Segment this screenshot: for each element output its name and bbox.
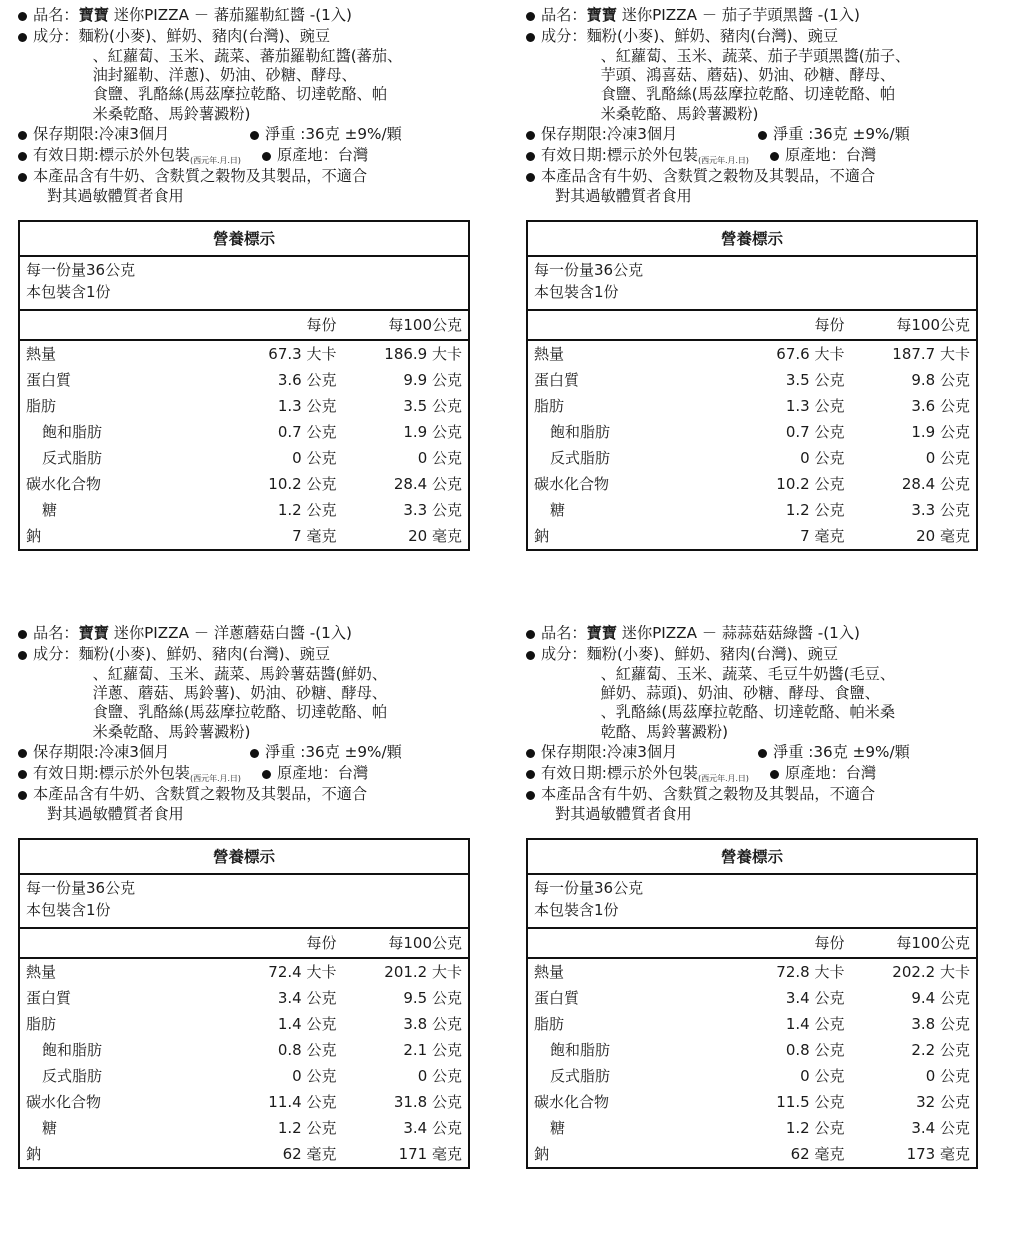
nutrient-per-100g: 3.4 公克 (911, 1119, 970, 1138)
ingredients-row (18, 27, 498, 125)
nutrition-row (527, 985, 977, 1011)
nutrient-per-serving: 10.2 公克 (268, 475, 337, 494)
ingredients-row (526, 645, 1018, 743)
expiry-format-note: (西元年.月.日) (698, 155, 749, 166)
nutrition-row (527, 497, 977, 523)
ingredients-line-3: 芋頭、鴻喜菇、蘑菇)、奶油、砂糖、酵母、 (600, 65, 896, 84)
allergen-line-2: 對其過敏體質者食用 (555, 804, 692, 823)
nutrient-per-100g: 173 毫克 (906, 1145, 970, 1164)
nutrition-column-header-row (19, 928, 469, 958)
serving-size: 每一份量36公克 (26, 879, 136, 898)
nutrient-per-serving: 0.7 公克 (785, 423, 845, 442)
ingredients-value (79, 645, 498, 743)
bullet-icon (770, 152, 779, 161)
column-header-per-serving: 每份 (216, 310, 353, 340)
column-header-per-100g: 每100公克 (352, 928, 469, 958)
nutrient-per-serving: 0 公克 (292, 449, 337, 468)
nutrient-per-serving: 1.4 公克 (277, 1015, 337, 1034)
serving-info-row (19, 256, 469, 310)
nutrition-title-row (527, 839, 977, 874)
nutrient-per-serving: 3.6 公克 (277, 371, 337, 390)
nutrient-per-100g: 1.9 公克 (403, 423, 462, 442)
nutrient-per-100g: 0 公克 (417, 449, 462, 468)
nutrition-row (19, 1115, 469, 1141)
nutrition-row (527, 1011, 977, 1037)
nutrient-name: 鈉 (534, 527, 550, 546)
allergen-line-1: 本產品含有牛奶、含麩質之穀物及其製品，不適合 (541, 166, 876, 185)
nutrient-per-100g: 3.3 公克 (911, 501, 970, 520)
shelf-life-label-value: 保存期限:冷凍3個月 (541, 125, 678, 144)
nutrition-row (19, 1037, 469, 1063)
ingredients-line-5: 米桑乾酪、馬鈴薯澱粉) (600, 104, 759, 123)
bullet-icon (526, 770, 535, 779)
serving-size: 每一份量36公克 (534, 261, 644, 280)
nutrition-facts-table (18, 220, 470, 551)
nutrient-name: 熱量 (26, 963, 57, 982)
allergen-line-1: 本產品含有牛奶、含麩質之穀物及其製品，不適合 (541, 784, 876, 803)
servings-per-package: 本包裝含1份 (534, 901, 619, 920)
net-weight-label-value: 淨重 :36克 ±9%/顆 (773, 125, 910, 144)
nutrition-row (527, 1141, 977, 1168)
expiry-and-origin-row (526, 146, 1018, 166)
nutrient-per-serving: 67.3 大卡 (268, 345, 337, 364)
ingredients-row (18, 645, 498, 743)
product-label-panel-tomato-basil (0, 0, 512, 618)
nutrient-per-100g: 201.2 大卡 (384, 963, 462, 982)
shelf-life-label-value: 保存期限:冷凍3個月 (541, 743, 678, 762)
nutrition-row (19, 445, 469, 471)
nutrient-per-100g: 3.8 公克 (403, 1015, 462, 1034)
product-name-row (18, 624, 498, 644)
bullet-icon (526, 173, 535, 182)
nutrition-title: 營養標示 (527, 839, 977, 874)
shelf-life-label-value: 保存期限:冷凍3個月 (33, 125, 170, 144)
nutrient-per-100g: 186.9 大卡 (384, 345, 462, 364)
bullet-icon (526, 131, 535, 140)
ingredients-line-1: 麵粉(小麥)、鮮奶、豬肉(台灣)、豌豆 (586, 26, 839, 45)
nutrient-per-100g: 3.3 公克 (403, 501, 462, 520)
nutrient-name: 反式脂肪 (42, 449, 103, 468)
bullet-icon (18, 131, 27, 140)
nutrient-per-serving: 62 毫克 (790, 1145, 845, 1164)
bullet-icon (18, 749, 27, 758)
ingredients-value (587, 645, 1018, 743)
nutrient-name: 碳水化合物 (26, 475, 102, 494)
net-weight-label-value: 淨重 :36克 ±9%/顆 (773, 743, 910, 762)
nutrient-per-serving: 0.8 公克 (785, 1041, 845, 1060)
nutrient-name: 脂肪 (534, 397, 565, 416)
nutrient-name: 熱量 (534, 963, 565, 982)
nutrition-column-header-row (527, 310, 977, 340)
column-header-blank (527, 928, 724, 958)
nutrient-per-100g: 3.5 公克 (403, 397, 462, 416)
nutrient-per-serving: 72.4 大卡 (268, 963, 337, 982)
origin-label-value: 原產地：台灣 (785, 764, 877, 783)
nutrition-row (527, 340, 977, 367)
bullet-icon (18, 651, 27, 660)
nutrient-name: 反式脂肪 (550, 449, 611, 468)
product-name-value: 寶寶 迷你PIZZA － 茄子芋頭黑醬 -(1入) (586, 6, 860, 24)
nutrition-row (527, 958, 977, 985)
nutrient-name: 碳水化合物 (534, 475, 610, 494)
ingredients-label: 成分： (541, 644, 587, 663)
nutrient-per-100g: 20 毫克 (916, 527, 970, 546)
bullet-icon (262, 152, 271, 161)
product-info-block (526, 624, 1018, 824)
nutrition-row (19, 1063, 469, 1089)
nutrition-title-row (19, 839, 469, 874)
nutrient-per-serving: 11.4 公克 (268, 1093, 337, 1112)
product-info-block (526, 6, 1018, 206)
ingredients-line-5: 米桑乾酪、馬鈴薯澱粉) (92, 722, 251, 741)
nutrient-name: 熱量 (534, 345, 565, 364)
bullet-icon (18, 630, 27, 639)
ingredients-line-2: 、紅蘿蔔、玉米、蔬菜、茄子芋頭黑醬(茄子、 (600, 46, 911, 65)
nutrition-row (19, 1141, 469, 1168)
column-header-per-100g: 每100公克 (860, 928, 977, 958)
ingredients-line-4: 食鹽、乳酪絲(馬茲摩拉乾酪、切達乾酪、帕 (600, 85, 896, 104)
nutrient-name: 飽和脂肪 (550, 423, 611, 442)
origin-label-value: 原產地：台灣 (785, 146, 877, 165)
nutrient-per-serving: 1.3 公克 (785, 397, 845, 416)
expiry-and-origin-row (18, 764, 498, 784)
product-name-row (526, 624, 1018, 644)
expiry-and-origin-row (526, 764, 1018, 784)
nutrition-facts-table (526, 838, 978, 1169)
ingredients-line-2: 、紅蘿蔔、玉米、蔬菜、蕃茄羅勒紅醬(蕃茄、 (92, 46, 403, 65)
nutrient-per-serving: 0 公克 (292, 1067, 337, 1086)
nutrition-row (527, 471, 977, 497)
column-header-per-serving: 每份 (724, 928, 861, 958)
bullet-icon (18, 33, 27, 42)
nutrient-name: 糖 (42, 1119, 58, 1138)
ingredients-line-5: 乾酪、馬鈴薯澱粉) (600, 722, 728, 741)
serving-info-row (19, 874, 469, 928)
nutrient-per-serving: 10.2 公克 (776, 475, 845, 494)
ingredients-label: 成分： (33, 26, 79, 45)
bullet-icon (526, 12, 535, 21)
expiry-format-note: (西元年.月.日) (190, 155, 241, 166)
nutrient-per-serving: 7 毫克 (800, 527, 845, 546)
ingredients-line-2: 、紅蘿蔔、玉米、蔬菜、毛豆牛奶醬(毛豆、 (600, 664, 896, 683)
expiry-label-value: 有效日期:標示於外包裝(西元年.月.日) (541, 764, 749, 784)
product-label-panel-onion-mushroom (0, 618, 512, 1251)
product-name-row (526, 6, 1018, 26)
nutrient-per-100g: 3.4 公克 (403, 1119, 462, 1138)
ingredients-line-3: 油封羅勒、洋蔥)、奶油、砂糖、酵母、 (92, 65, 357, 84)
product-name-label: 品名： (541, 6, 587, 24)
nutrient-name: 蛋白質 (26, 371, 72, 390)
nutrition-row (19, 471, 469, 497)
nutrient-name: 飽和脂肪 (42, 423, 103, 442)
bullet-icon (18, 152, 27, 161)
nutrient-name: 熱量 (26, 345, 57, 364)
nutrient-per-serving: 1.2 公克 (277, 1119, 337, 1138)
ingredients-value (79, 27, 498, 125)
nutrition-facts-table (526, 220, 978, 551)
nutrient-per-100g: 171 毫克 (398, 1145, 462, 1164)
expiry-and-origin-row (18, 146, 498, 166)
ingredients-line-1: 麵粉(小麥)、鮮奶、豬肉(台灣)、豌豆 (586, 644, 839, 663)
ingredients-line-2: 、紅蘿蔔、玉米、蔬菜、馬鈴薯菇醬(鮮奶、 (92, 664, 388, 683)
bullet-icon (18, 791, 27, 800)
nutrient-name: 飽和脂肪 (550, 1041, 611, 1060)
bullet-icon (758, 749, 767, 758)
nutrient-per-serving: 1.2 公克 (785, 1119, 845, 1138)
nutrient-per-100g: 9.8 公克 (911, 371, 970, 390)
shelf-life-and-weight-row (526, 743, 1018, 763)
nutrition-row (527, 367, 977, 393)
nutrition-row (527, 393, 977, 419)
nutrient-name: 糖 (42, 501, 58, 520)
ingredients-line-4: 食鹽、乳酪絲(馬茲摩拉乾酪、切達乾酪、帕 (92, 703, 388, 722)
product-info-block (18, 6, 498, 206)
expiry-format-note: (西元年.月.日) (698, 773, 749, 784)
column-header-blank (527, 310, 724, 340)
allergen-line-1: 本產品含有牛奶、含麩質之穀物及其製品，不適合 (33, 166, 368, 185)
column-header-per-100g: 每100公克 (860, 310, 977, 340)
nutrition-facts-table (18, 838, 470, 1169)
expiry-label-value: 有效日期:標示於外包裝(西元年.月.日) (33, 764, 241, 784)
nutrient-name: 碳水化合物 (534, 1093, 610, 1112)
product-name-label: 品名： (33, 6, 79, 24)
nutrient-per-serving: 1.2 公克 (277, 501, 337, 520)
nutrition-column-header-row (19, 310, 469, 340)
servings-per-package: 本包裝含1份 (26, 283, 111, 302)
nutrition-row (19, 1089, 469, 1115)
allergen-line-1: 本產品含有牛奶、含麩質之穀物及其製品，不適合 (33, 784, 368, 803)
ingredients-value (587, 27, 1018, 125)
shelf-life-and-weight-row (526, 125, 1018, 145)
nutrient-per-100g: 31.8 公克 (393, 1093, 462, 1112)
nutrient-per-100g: 9.4 公克 (911, 989, 970, 1008)
nutrition-row (19, 419, 469, 445)
nutrient-per-100g: 20 毫克 (408, 527, 462, 546)
product-label-panel-garlic-mushroom-green (512, 618, 1024, 1251)
servings-per-package: 本包裝含1份 (26, 901, 111, 920)
bullet-icon (526, 749, 535, 758)
nutrient-per-serving: 0.7 公克 (277, 423, 337, 442)
ingredients-line-5: 米桑乾酪、馬鈴薯澱粉) (92, 104, 251, 123)
servings-per-package: 本包裝含1份 (534, 283, 619, 302)
expiry-label-value: 有效日期:標示於外包裝(西元年.月.日) (541, 146, 749, 166)
nutrient-per-serving: 0 公克 (800, 1067, 845, 1086)
origin-label-value: 原產地：台灣 (277, 764, 369, 783)
nutrient-name: 飽和脂肪 (42, 1041, 103, 1060)
nutrient-name: 鈉 (26, 1145, 42, 1164)
nutrition-row (527, 523, 977, 550)
nutrition-row (19, 393, 469, 419)
nutrient-per-100g: 9.9 公克 (403, 371, 462, 390)
bullet-icon (526, 791, 535, 800)
nutrient-name: 反式脂肪 (42, 1067, 103, 1086)
nutrition-row (19, 497, 469, 523)
bullet-icon (526, 33, 535, 42)
nutrition-row (527, 1037, 977, 1063)
ingredients-line-4: 、乳酪絲(馬茲摩拉乾酪、切達乾酪、帕米桑 (600, 703, 896, 722)
ingredients-label: 成分： (33, 644, 79, 663)
column-header-per-serving: 每份 (724, 310, 861, 340)
product-name-row (18, 6, 498, 26)
allergen-warning-row (526, 785, 1018, 825)
nutrition-row (527, 1063, 977, 1089)
nutrient-per-serving: 3.4 公克 (277, 989, 337, 1008)
column-header-per-100g: 每100公克 (352, 310, 469, 340)
allergen-line-2: 對其過敏體質者食用 (47, 186, 184, 205)
nutrition-row (527, 445, 977, 471)
nutrient-name: 脂肪 (534, 1015, 565, 1034)
nutrient-per-100g: 2.2 公克 (911, 1041, 970, 1060)
nutrition-title: 營養標示 (527, 221, 977, 256)
shelf-life-label-value: 保存期限:冷凍3個月 (33, 743, 170, 762)
nutrient-name: 脂肪 (26, 397, 57, 416)
net-weight-label-value: 淨重 :36克 ±9%/顆 (265, 125, 402, 144)
nutrition-title: 營養標示 (19, 221, 469, 256)
ingredients-line-1: 麵粉(小麥)、鮮奶、豬肉(台灣)、豌豆 (78, 644, 331, 663)
serving-info-row (527, 874, 977, 928)
nutrient-per-serving: 7 毫克 (292, 527, 337, 546)
expiry-label-value: 有效日期:標示於外包裝(西元年.月.日) (33, 146, 241, 166)
bullet-icon (250, 749, 259, 758)
nutrient-per-100g: 28.4 公克 (393, 475, 462, 494)
nutrient-per-100g: 187.7 大卡 (892, 345, 970, 364)
nutrient-name: 鈉 (534, 1145, 550, 1164)
bullet-icon (250, 131, 259, 140)
nutrient-per-100g: 32 公克 (916, 1093, 970, 1112)
net-weight-label-value: 淨重 :36克 ±9%/顆 (265, 743, 402, 762)
ingredients-line-4: 食鹽、乳酪絲(馬茲摩拉乾酪、切達乾酪、帕 (92, 85, 388, 104)
product-name-value: 寶寶 迷你PIZZA － 蒜蒜菇菇綠醬 -(1入) (586, 624, 860, 642)
origin-label-value: 原產地：台灣 (277, 146, 369, 165)
nutrition-title-row (19, 221, 469, 256)
allergen-warning-row (526, 167, 1018, 207)
bullet-icon (526, 630, 535, 639)
expiry-format-note: (西元年.月.日) (190, 773, 241, 784)
nutrient-per-100g: 3.8 公克 (911, 1015, 970, 1034)
nutrient-per-serving: 72.8 大卡 (776, 963, 845, 982)
nutrient-per-serving: 3.4 公克 (785, 989, 845, 1008)
bullet-icon (262, 770, 271, 779)
nutrient-per-100g: 202.2 大卡 (892, 963, 970, 982)
column-header-blank (19, 310, 216, 340)
nutrient-per-serving: 3.5 公克 (785, 371, 845, 390)
nutrient-name: 鈉 (26, 527, 42, 546)
product-name-label: 品名： (33, 624, 79, 642)
nutrient-per-serving: 1.2 公克 (785, 501, 845, 520)
allergen-line-2: 對其過敏體質者食用 (555, 186, 692, 205)
nutrition-row (19, 340, 469, 367)
nutrient-per-100g: 2.1 公克 (403, 1041, 462, 1060)
allergen-line-2: 對其過敏體質者食用 (47, 804, 184, 823)
shelf-life-and-weight-row (18, 125, 498, 145)
product-label-panel-eggplant-taro (512, 0, 1024, 618)
nutrient-per-100g: 0 公克 (925, 449, 970, 468)
nutrition-row (527, 1089, 977, 1115)
nutrient-per-serving: 1.4 公克 (785, 1015, 845, 1034)
nutrient-name: 脂肪 (26, 1015, 57, 1034)
product-name-value: 寶寶 迷你PIZZA － 蕃茄羅勒紅醬 -(1入) (78, 6, 352, 24)
serving-size: 每一份量36公克 (534, 879, 644, 898)
product-info-block (18, 624, 498, 824)
bullet-icon (758, 131, 767, 140)
bullet-icon (18, 12, 27, 21)
bullet-icon (18, 173, 27, 182)
nutrition-row (19, 367, 469, 393)
nutrient-name: 蛋白質 (534, 371, 580, 390)
product-name-label: 品名： (541, 624, 587, 642)
ingredients-line-1: 麵粉(小麥)、鮮奶、豬肉(台灣)、豌豆 (78, 26, 331, 45)
nutrient-per-100g: 1.9 公克 (911, 423, 970, 442)
column-header-per-serving: 每份 (216, 928, 353, 958)
bullet-icon (770, 770, 779, 779)
nutrient-name: 蛋白質 (534, 989, 580, 1008)
nutrient-per-serving: 67.6 大卡 (776, 345, 845, 364)
ingredients-line-3: 洋蔥、蘑菇、馬鈴薯)、奶油、砂糖、酵母、 (92, 683, 388, 702)
nutrient-per-100g: 28.4 公克 (901, 475, 970, 494)
nutrition-row (19, 523, 469, 550)
nutrition-row (527, 419, 977, 445)
product-name-value: 寶寶 迷你PIZZA － 洋蔥蘑菇白醬 -(1入) (78, 624, 352, 642)
ingredients-line-3: 鮮奶、蒜頭)、奶油、砂糖、酵母、食鹽、 (600, 683, 880, 702)
nutrient-per-serving: 0.8 公克 (277, 1041, 337, 1060)
nutrient-per-100g: 9.5 公克 (403, 989, 462, 1008)
bullet-icon (526, 651, 535, 660)
serving-info-row (527, 256, 977, 310)
column-header-blank (19, 928, 216, 958)
nutrient-per-serving: 62 毫克 (282, 1145, 337, 1164)
nutrient-per-serving: 0 公克 (800, 449, 845, 468)
allergen-warning-row (18, 785, 498, 825)
ingredients-row (526, 27, 1018, 125)
nutrient-name: 糖 (550, 501, 566, 520)
nutrition-row (19, 985, 469, 1011)
nutrient-per-serving: 1.3 公克 (277, 397, 337, 416)
allergen-warning-row (18, 167, 498, 207)
nutrient-name: 蛋白質 (26, 989, 72, 1008)
nutrition-row (527, 1115, 977, 1141)
nutrient-name: 糖 (550, 1119, 566, 1138)
bullet-icon (18, 770, 27, 779)
serving-size: 每一份量36公克 (26, 261, 136, 280)
nutrient-per-100g: 3.6 公克 (911, 397, 970, 416)
nutrient-name: 碳水化合物 (26, 1093, 102, 1112)
ingredients-label: 成分： (541, 26, 587, 45)
nutrient-per-serving: 11.5 公克 (776, 1093, 845, 1112)
nutrient-per-100g: 0 公克 (417, 1067, 462, 1086)
shelf-life-and-weight-row (18, 743, 498, 763)
bullet-icon (526, 152, 535, 161)
nutrient-per-100g: 0 公克 (925, 1067, 970, 1086)
nutrient-name: 反式脂肪 (550, 1067, 611, 1086)
nutrition-column-header-row (527, 928, 977, 958)
nutrition-row (19, 958, 469, 985)
nutrition-title-row (527, 221, 977, 256)
nutrition-title: 營養標示 (19, 839, 469, 874)
nutrition-row (19, 1011, 469, 1037)
